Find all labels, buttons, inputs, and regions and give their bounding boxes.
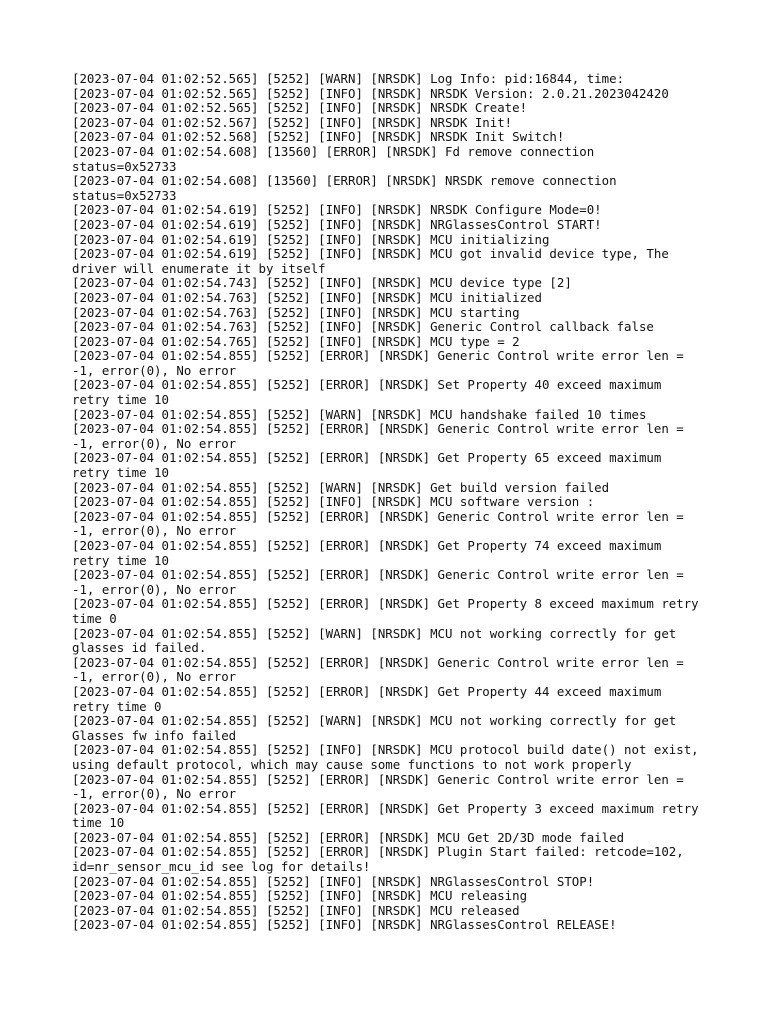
log-line: [2023-07-04 01:02:54.763] [5252] [INFO] [NRSDK] MCU starting bbox=[72, 304, 520, 320]
log-line: [2023-07-04 01:02:54.855] [5252] [ERROR] [NRSDK] Generic Control write error len = -1, error(0), No error bbox=[72, 421, 692, 451]
log-line: [2023-07-04 01:02:54.855] [5252] [ERROR] [NRSDK] Set Property 40 exceed maximum retry time 10 bbox=[72, 377, 669, 408]
log-line: [2023-07-04 01:02:52.565] [5252] [INFO] [NRSDK] NRSDK Version: 2.0.21.2023042420 bbox=[72, 85, 669, 101]
log-line: [2023-07-04 01:02:54.855] [5252] [ERROR] [NRSDK] MCU Get 2D/3D mode failed bbox=[72, 829, 625, 845]
log-line: [2023-07-04 01:02:54.855] [5252] [INFO] [NRSDK] MCU software version : bbox=[72, 494, 595, 510]
log-line: [2023-07-04 01:02:52.568] [5252] [INFO] [NRSDK] NRSDK Init Switch! bbox=[72, 129, 565, 145]
log-line: [2023-07-04 01:02:54.855] [5252] [ERROR] [NRSDK] Plugin Start failed: retcode=102, id=nr_sensor_mcu_id see log for details! bbox=[72, 844, 692, 875]
log-line: [2023-07-04 01:02:54.855] [5252] [ERROR] [NRSDK] Get Property 74 exceed maximum retry time 10 bbox=[72, 538, 669, 568]
log-line: [2023-07-04 01:02:54.855] [5252] [ERROR] [NRSDK] Generic Control write error len = -1, error(0), No error bbox=[72, 771, 692, 802]
log-line: [2023-07-04 01:02:54.855] [5252] [INFO] [NRSDK] MCU released bbox=[72, 902, 520, 918]
log-text-block bbox=[72, 71, 707, 933]
log-line: [2023-07-04 01:02:54.855] [5252] [ERROR] [NRSDK] Generic Control write error len = -1, error(0), No error bbox=[72, 654, 692, 685]
log-line: [2023-07-04 01:02:54.619] [5252] [INFO] [NRSDK] MCU initializing bbox=[72, 231, 550, 247]
log-line: [2023-07-04 01:02:54.608] [13560] [ERROR] [NRSDK] NRSDK remove connection status=0x52733 bbox=[72, 173, 625, 203]
log-line: [2023-07-04 01:02:54.855] [5252] [INFO] [NRSDK] MCU releasing bbox=[72, 888, 528, 904]
log-line: [2023-07-04 01:02:54.765] [5252] [INFO] [NRSDK] MCU type = 2 bbox=[72, 333, 520, 349]
log-line: [2023-07-04 01:02:54.619] [5252] [INFO] [NRSDK] NRSDK Configure Mode=0! bbox=[72, 202, 602, 218]
log-line: [2023-07-04 01:02:54.855] [5252] [WARN] [NRSDK] MCU not working correctly for get glasses id failed. bbox=[72, 625, 684, 656]
log-line: [2023-07-04 01:02:54.619] [5252] [INFO] [NRSDK] MCU got invalid device type, The driver will enumerate it by itself bbox=[72, 246, 677, 276]
log-line: [2023-07-04 01:02:54.855] [5252] [ERROR] [NRSDK] Generic Control write error len = -1, error(0), No error bbox=[72, 567, 692, 597]
log-line: [2023-07-04 01:02:52.565] [5252] [WARN] [NRSDK] Log Info: pid:16844, time: bbox=[72, 71, 625, 86]
log-line: [2023-07-04 01:02:54.855] [5252] [WARN] [NRSDK] MCU not working correctly for get Glasses fw info failed bbox=[72, 713, 684, 743]
log-line: [2023-07-04 01:02:54.855] [5252] [WARN] [NRSDK] MCU handshake failed 10 times bbox=[72, 406, 647, 422]
log-line: [2023-07-04 01:02:54.855] [5252] [WARN] [NRSDK] Get build version failed bbox=[72, 479, 610, 495]
log-line: [2023-07-04 01:02:54.763] [5252] [INFO] [NRSDK] Generic Control callback false bbox=[72, 319, 654, 335]
log-line: [2023-07-04 01:02:52.565] [5252] [INFO] [NRSDK] NRSDK Create! bbox=[72, 100, 528, 116]
log-line: [2023-07-04 01:02:54.855] [5252] [INFO] [NRSDK] NRGlassesControl RELEASE! bbox=[72, 917, 617, 933]
log-line: [2023-07-04 01:02:54.763] [5252] [INFO] [NRSDK] MCU initialized bbox=[72, 289, 542, 305]
log-line: [2023-07-04 01:02:54.855] [5252] [ERROR] [NRSDK] Generic Control write error len = -1, error(0), No error bbox=[72, 348, 692, 378]
log-line: [2023-07-04 01:02:54.855] [5252] [ERROR] [NRSDK] Generic Control write error len = -1, error(0), No error bbox=[72, 508, 692, 539]
log-line: [2023-07-04 01:02:54.855] [5252] [ERROR] [NRSDK] Get Property 44 exceed maximum retry time 0 bbox=[72, 683, 669, 714]
log-line: [2023-07-04 01:02:54.855] [5252] [ERROR] [NRSDK] Get Property 8 exceed maximum retry time 0 bbox=[72, 596, 707, 626]
log-line: [2023-07-04 01:02:54.855] [5252] [INFO] [NRSDK] MCU protocol build date() not exist, using default protocol, which may cause some functions to not work properly bbox=[72, 742, 707, 772]
log-line: [2023-07-04 01:02:54.855] [5252] [ERROR] [NRSDK] Get Property 65 exceed maximum retry time 10 bbox=[72, 450, 669, 481]
log-line: [2023-07-04 01:02:54.743] [5252] [INFO] [NRSDK] MCU device type [2] bbox=[72, 275, 572, 291]
log-line: [2023-07-04 01:02:54.855] [5252] [INFO] [NRSDK] NRGlassesControl STOP! bbox=[72, 873, 595, 889]
log-line: [2023-07-04 01:02:54.855] [5252] [ERROR] [NRSDK] Get Property 3 exceed maximum retry time 10 bbox=[72, 800, 707, 831]
log-line: [2023-07-04 01:02:54.619] [5252] [INFO] [NRSDK] NRGlassesControl START! bbox=[72, 216, 602, 232]
log-line: [2023-07-04 01:02:54.608] [13560] [ERROR] [NRSDK] Fd remove connection status=0x52733 bbox=[72, 143, 602, 174]
log-line: [2023-07-04 01:02:52.567] [5252] [INFO] [NRSDK] NRSDK Init! bbox=[72, 114, 513, 130]
